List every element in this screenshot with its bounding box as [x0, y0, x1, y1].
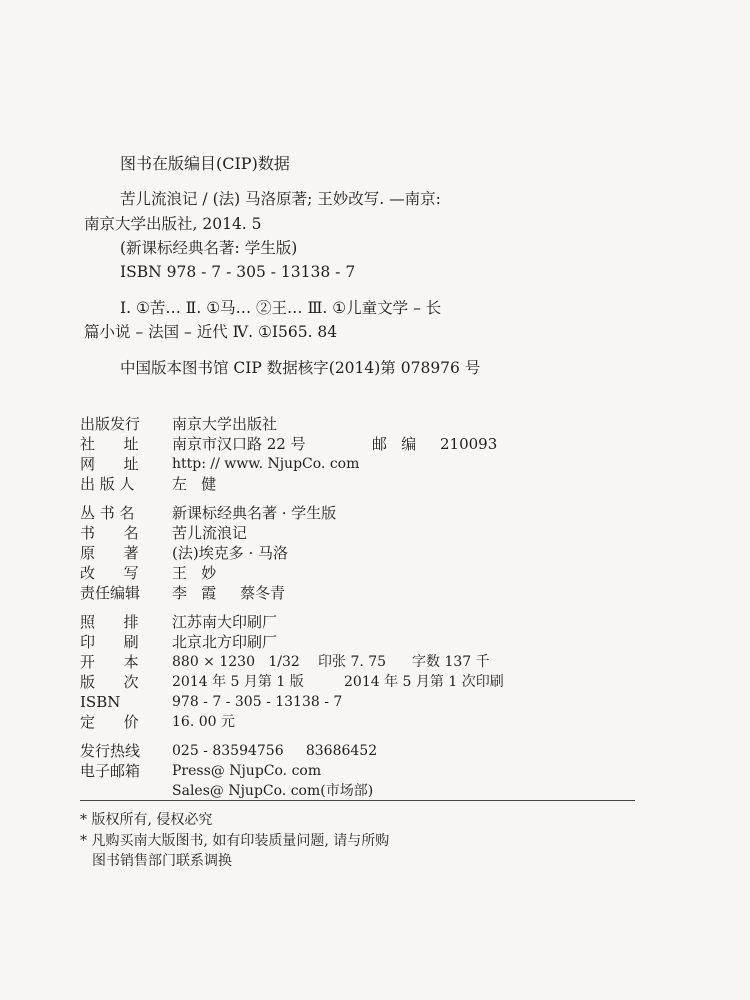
title-label: 书 名 [80, 524, 139, 542]
price-label: 定 价 [80, 713, 139, 731]
isbn-label: ISBN [80, 693, 121, 711]
divider-rule [80, 800, 635, 801]
editor-label: 责任编辑 [80, 584, 141, 602]
title-value: 苦儿流浪记 [172, 524, 248, 542]
typeset-value: 江苏南大印刷厂 [172, 613, 278, 631]
series-label: 丛 书 名 [80, 504, 135, 522]
sheets-value: 印张 7. 75 [318, 654, 387, 670]
adapter-label: 改 写 [80, 564, 139, 582]
editor-value: 李 霞 蔡冬青 [172, 584, 286, 602]
postcode-value: 210093 [440, 435, 498, 453]
email-value-2: Sales@ NjupCo. com(市场部) [172, 783, 374, 799]
isbn-value: 978 - 7 - 305 - 13138 - 7 [172, 694, 343, 710]
address-label: 社 址 [80, 435, 139, 453]
cip-publisher-line: 南京大学出版社, 2014. 5 [84, 215, 262, 233]
address-value: 南京市汉口路 22 号 [172, 435, 306, 453]
typeset-label: 照 排 [80, 613, 139, 631]
website-label: 网 址 [80, 455, 139, 473]
printing-value: 2014 年 5 月第 1 次印刷 [344, 674, 504, 690]
wordcount-value: 字数 137 千 [412, 654, 490, 670]
price-value: 16. 00 元 [172, 714, 235, 730]
website-value: http: // www. NjupCo. com [172, 456, 360, 472]
printer-value: 北京北方印刷厂 [172, 633, 278, 651]
cip-number: 中国版本图书馆 CIP 数据核字(2014)第 078976 号 [120, 359, 481, 377]
cip-isbn-line: ISBN 978 - 7 - 305 - 13138 - 7 [120, 263, 356, 281]
note-quality-cont: 图书销售部门联系调换 [92, 853, 232, 869]
publisher-value: 南京大学出版社 [172, 415, 278, 433]
note-quality: * 凡购买南大版图书, 如有印装质量问题, 请与所购 [80, 833, 390, 849]
cip-heading: 图书在版编目(CIP)数据 [120, 154, 290, 173]
format-label: 开 本 [80, 653, 139, 671]
format-value: 880 × 1230 1/32 [172, 654, 300, 670]
edition-label: 版 次 [80, 673, 139, 691]
publisher-person-value: 左 健 [172, 475, 217, 493]
publisher-label: 出版发行 [80, 415, 141, 433]
author-label: 原 著 [80, 544, 139, 562]
author-value: (法)埃克多 · 马洛 [172, 544, 289, 562]
postcode-label: 邮 编 [372, 435, 417, 453]
note-copyright: * 版权所有, 侵权必究 [80, 812, 213, 828]
hotline-value: 025 - 83594756 83686452 [172, 743, 378, 759]
cip-subject-line-2: 篇小说 – 法国 – 近代 Ⅳ. ①I565. 84 [84, 323, 338, 341]
cip-subject-line-1: Ⅰ. ①苦… Ⅱ. ①马… ②王… Ⅲ. ①儿童文学 – 长 [120, 299, 442, 317]
email-label: 电子邮箱 [80, 762, 141, 780]
series-value: 新课标经典名著 · 学生版 [172, 504, 337, 522]
adapter-value: 王 妙 [172, 564, 217, 582]
edition-value: 2014 年 5 月第 1 版 [172, 674, 304, 690]
hotline-label: 发行热线 [80, 742, 141, 760]
cip-title-line: 苦儿流浪记 / (法) 马洛原著; 王妙改写. —南京: [120, 190, 441, 208]
publisher-person-label: 出 版 人 [80, 475, 135, 493]
printer-label: 印 刷 [80, 633, 139, 651]
cip-series-line: (新课标经典名著: 学生版) [120, 239, 298, 257]
email-value-1: Press@ NjupCo. com [172, 763, 322, 779]
